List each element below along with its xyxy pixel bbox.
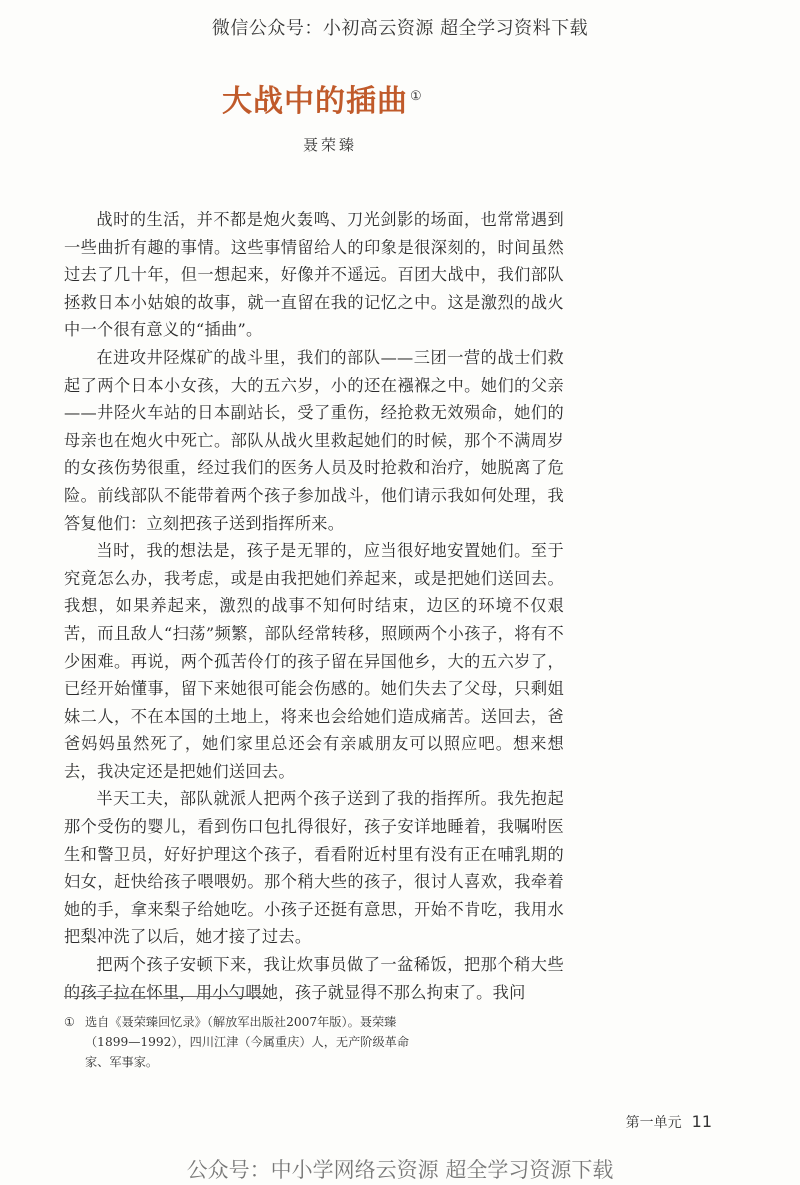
unit-label: 第一单元 — [625, 1115, 682, 1131]
article-body — [64, 206, 564, 1006]
paragraph-5: 把两个孩子安顿下来，我让炊事员做了一盆稀饭，把那个稍大些的孩子拉在怀里，用小勺喂她，孩子就显得不那么拘束了。我问 — [64, 955, 564, 1002]
footnote-divider — [64, 996, 268, 997]
paragraph-1: 战时的生活，并不都是炮火轰鸣、刀光剑影的场面，也常常遇到一些曲折有趣的事情。这些事情留给人的印象是很深刻的，时间虽然过去了几十年，但一想起来，好像并不遥远。百团大战中，我们部队拯救日本小姑娘的故事，就一直留在我的记忆之中。这是激烈的战火中一个很有意义的“插曲”。 — [64, 210, 564, 340]
footnote-text: 选自《聂荣臻回忆录》（解放军出版社2007年版）。聂荣臻（1899—1992），四川江津（今属重庆）人，无产阶级革命家、军事家。 — [85, 1015, 410, 1069]
footnote-mark: ① — [64, 1015, 75, 1029]
article-author: 聂荣臻 — [302, 136, 357, 154]
paragraph-3: 当时，我的想法是，孩子是无罪的，应当很好地安置她们。至于究竟怎么办，我考虑，或是由我把她们养起来，或是把她们送回去。我想，如果养起来，激烈的战事不知何时结束，边区的环境不仅艰苦，而且敌人“扫荡”频繁，部队经常转移，照顾两个小孩子，将有不少困难。再说，两个孤苦伶仃的孩子留在异国他乡，大的五六岁了，已经开始懂事，留下来她很可能会伤感的。她们失去了父母，只剩姐妹二人，不在本国的土地上，将来也会给她们造成痛苦。送回去，爸爸妈妈虽然死了，她们家里总还会有亲戚朋友可以照应吧。想来想去，我决定还是把她们送回去。 — [64, 541, 564, 781]
page-footer — [626, 1112, 712, 1132]
article-title-text: 大战中的插曲 — [222, 84, 408, 119]
footnote — [64, 1012, 424, 1072]
article-title — [222, 76, 423, 120]
watermark-banner: 公众号：中小学网络云资源 超全学习资源下载 — [186, 1158, 614, 1182]
top-banner: 微信公众号：小初高云资源 超全学习资料下载 — [211, 18, 589, 39]
paragraph-4: 半天工夫，部队就派人把两个孩子送到了我的指挥所。我先抱起那个受伤的婴儿，看到伤口包扎得很好，孩子安详地睡着，我嘱咐医生和警卫员，好好护理这个孩子，看看附近村里有没有正在哺乳期的妇女，赶快给孩子喂喂奶。那个稍大些的孩子，很讨人喜欢，我牵着她的手，拿来梨子给她吃。小孩子还挺有意思，开始不肯吃，我用水把梨冲洗了以后，她才接了过去。 — [64, 789, 564, 947]
title-footnote-mark[interactable]: ① — [410, 89, 423, 104]
paragraph-2: 在进攻井陉煤矿的战斗里，我们的部队——三团一营的战士们救起了两个日本小女孩，大的五六岁，小的还在襁褓之中。她们的父亲——井陉火车站的日本副站长，受了重伤，经抢救无效殒命，她们的母亲也在炮火中死亡。部队从战火里救起她们的时候，那个不满周岁的女孩伤势很重，经过我们的医务人员及时抢救和治疗，她脱离了危险。前线部队不能带着两个孩子参加战斗，他们请示我如何处理，我答复他们：立刻把孩子送到指挥所来。 — [64, 347, 564, 533]
page-number: 11 — [691, 1112, 712, 1131]
